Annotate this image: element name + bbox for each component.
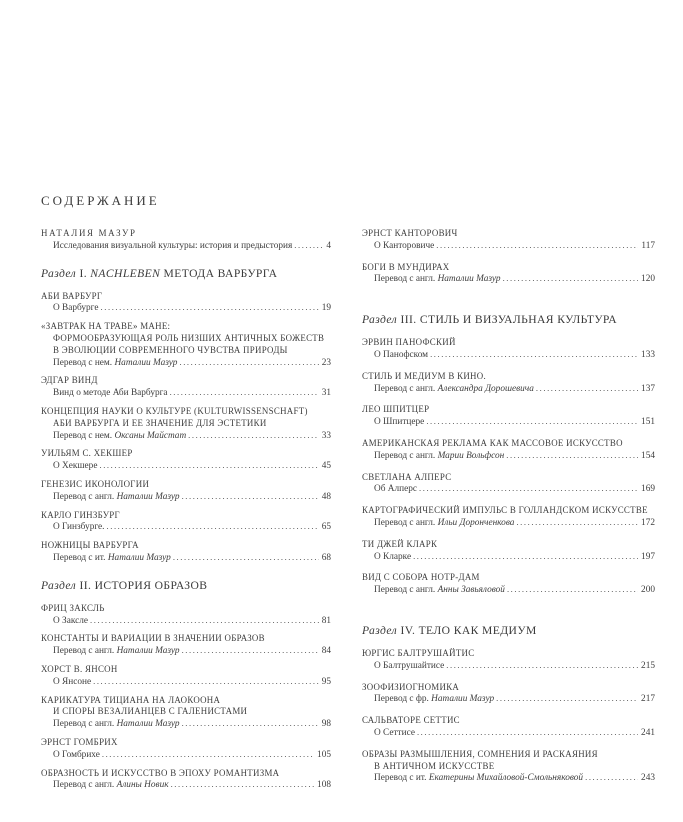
section-heading xyxy=(362,313,655,327)
entry-subtitle xyxy=(374,484,417,496)
toc-entry xyxy=(41,291,331,316)
toc-entry xyxy=(362,715,655,740)
translator-name: Наталии Мазур xyxy=(116,491,180,502)
entry-subtitle xyxy=(53,646,180,658)
entry-subtitle-row xyxy=(41,615,331,628)
entry-subtitle-row xyxy=(362,273,655,286)
page-number: 48 xyxy=(321,491,331,502)
entry-title-line: ЭРНСТ КАНТОРОВИЧ xyxy=(362,228,458,238)
entry-subtitle xyxy=(374,417,424,429)
toc-entry xyxy=(41,695,331,731)
dot-leader xyxy=(419,483,638,495)
page-number: 120 xyxy=(641,274,655,285)
page-number: 169 xyxy=(641,484,655,495)
translator-name: Наталии Мазур xyxy=(431,694,495,705)
page-number: 33 xyxy=(321,430,331,441)
page-number: 98 xyxy=(321,719,331,730)
translator-name: Александра Дорошевича xyxy=(437,383,534,394)
dot-leader xyxy=(90,615,319,627)
entry-title-line: СТИЛЬ И МЕДИУМ В КИНО. xyxy=(362,370,486,381)
entry-subtitle-row xyxy=(362,772,655,785)
dot-leader xyxy=(93,676,319,688)
entry-subtitle xyxy=(374,241,434,253)
section-label: Раздел xyxy=(41,578,77,592)
page-title: СОДЕРЖАНИЕ xyxy=(41,193,160,208)
dot-leader xyxy=(507,584,638,596)
entry-subtitle-text: О Заксле xyxy=(53,615,88,626)
entry-subtitle-text: Перевод с ит. xyxy=(53,552,108,563)
entry-title-line: ФОРМООБРАЗУЮЩАЯ РОЛЬ НИЗШИХ АНТИЧНЫХ БОЖЕСТВ xyxy=(53,332,325,343)
entry-subtitle-row xyxy=(41,749,331,762)
toc-entry xyxy=(362,371,655,396)
entry-subtitle-text: Перевод с англ. xyxy=(53,719,117,730)
entry-subtitle xyxy=(374,694,494,706)
toc-entry xyxy=(41,603,331,628)
translator-name: Марии Вольфсон xyxy=(437,450,505,461)
entry-subtitle xyxy=(53,431,186,443)
dot-leader xyxy=(102,749,314,761)
translator-name: Наталии Мазур xyxy=(116,646,180,657)
entry-subtitle-row xyxy=(362,551,655,564)
entry-subtitle xyxy=(374,274,501,286)
entry-subtitle xyxy=(374,661,444,673)
page-number: 215 xyxy=(641,660,655,671)
page-number: 68 xyxy=(321,552,331,563)
entry-title-line: УИЛЬЯМ С. ХЕКШЕР xyxy=(41,448,133,459)
toc-entry xyxy=(362,438,655,463)
entry-subtitle xyxy=(374,384,534,396)
entry-subtitle xyxy=(374,350,428,362)
entry-title-line: ТИ ДЖЕЙ КЛАРК xyxy=(362,538,438,549)
entry-title-line: ЗООФИЗИОГНОМИКА xyxy=(362,681,460,692)
entry-subtitle-row xyxy=(362,240,655,253)
entry-subtitle-row xyxy=(362,450,655,463)
entry-title-line: И СПОРЫ ВЕЗАЛИАНЦЕВ С ГАЛЕНИСТАМИ xyxy=(53,706,248,717)
page-number: 4 xyxy=(326,240,331,251)
entry-subtitle xyxy=(53,461,97,473)
entry-subtitle xyxy=(374,518,514,530)
dot-leader xyxy=(536,383,638,395)
translator-name: Наталии Мазур xyxy=(437,274,501,285)
dot-leader xyxy=(417,727,638,739)
translator-name: Алины Новик xyxy=(116,780,169,791)
entry-subtitle-text: Перевод с фр. xyxy=(374,694,432,705)
entry-subtitle-text: Перевод с англ. xyxy=(53,646,117,657)
entry-subtitle-row xyxy=(41,645,331,658)
translator-name: Наталии Мазур xyxy=(107,552,171,563)
entry-subtitle-row xyxy=(41,460,331,473)
section-heading xyxy=(41,267,331,281)
entry-subtitle-row xyxy=(362,660,655,673)
entry-title-line: КОНСТАНТЫ И ВАРИАЦИИ В ЗНАЧЕНИИ ОБРАЗОВ xyxy=(41,633,265,644)
entry-subtitle-row xyxy=(362,349,655,362)
entry-subtitle xyxy=(53,553,171,565)
dot-leader xyxy=(182,645,319,657)
page-number: 172 xyxy=(641,517,655,528)
entry-title-line: КОНЦЕПЦИЯ НАУКИ О КУЛЬТУРЕ (KULTURWISSENSCHAFT) xyxy=(41,405,308,416)
dot-leader xyxy=(171,779,314,791)
entry-subtitle-row xyxy=(41,240,331,253)
entry-subtitle-row xyxy=(41,302,331,315)
toc-entry xyxy=(41,406,331,442)
toc-entry xyxy=(362,682,655,707)
entry-title-line: АБИ ВАРБУРГА И ЕЕ ЗНАЧЕНИЕ ДЛЯ ЭСТЕТИКИ xyxy=(53,417,267,428)
entry-subtitle xyxy=(53,358,177,370)
entry-title-line: АБИ ВАРБУРГ xyxy=(41,290,103,301)
entry-subtitle-row xyxy=(41,552,331,565)
translator-name: Наталии Мазур xyxy=(114,357,178,368)
page-number: 137 xyxy=(641,383,655,394)
entry-subtitle-text: О Хекшере xyxy=(53,461,98,472)
section-label: Раздел xyxy=(362,623,398,637)
dot-leader xyxy=(107,521,319,533)
section-heading xyxy=(362,624,655,638)
translator-name: Екатерины Михайловой-Смольняковой xyxy=(428,773,584,784)
entry-title-line: ХОРСТ В. ЯНСОН xyxy=(41,663,118,674)
toc-entry xyxy=(41,768,331,793)
section-title: СТИЛЬ И ВИЗУАЛЬНАЯ КУЛЬТУРА xyxy=(419,313,618,327)
entry-subtitle-text: Винд о методе Аби Варбурга xyxy=(53,388,168,399)
entry-subtitle xyxy=(53,780,169,792)
entry-title-line: НАТАЛИЯ МАЗУР xyxy=(41,228,137,238)
toc-entry xyxy=(41,664,331,689)
toc-entry xyxy=(362,404,655,429)
entry-subtitle-text: О Кларке xyxy=(374,551,412,562)
entry-subtitle-row xyxy=(41,491,331,504)
toc-entry xyxy=(362,262,655,287)
dot-leader xyxy=(516,517,638,529)
entry-subtitle-text: Перевод с нем. xyxy=(53,430,115,441)
section-label: Раздел xyxy=(41,266,77,280)
toc-column-left xyxy=(41,228,331,798)
entry-subtitle-row xyxy=(41,718,331,731)
entry-title-line: В АНТИЧНОМ ИСКУССТВЕ xyxy=(374,760,495,771)
entry-subtitle-row xyxy=(362,483,655,496)
entry-subtitle-text: Перевод с нем. xyxy=(53,357,115,368)
toc-entry xyxy=(41,448,331,473)
entry-title-line: СВЕТЛАНА АЛПЕРС xyxy=(362,471,452,482)
entry-subtitle-text: О Сеттисе xyxy=(374,727,415,738)
entry-subtitle-text: Об Алперс xyxy=(374,484,417,495)
toc-entry xyxy=(362,472,655,497)
page-number: 151 xyxy=(641,417,655,428)
dot-leader xyxy=(506,450,638,462)
entry-subtitle-row xyxy=(362,584,655,597)
dot-leader xyxy=(101,302,319,314)
dot-leader xyxy=(413,551,638,563)
translator-name: Оксаны Майстат xyxy=(114,430,187,441)
entry-subtitle xyxy=(374,552,411,564)
toc-entry xyxy=(362,648,655,673)
entry-title-line: ЛЕО ШПИТЦЕР xyxy=(362,404,430,415)
entry-subtitle-row xyxy=(362,727,655,740)
dot-leader xyxy=(430,349,638,361)
page-number: 31 xyxy=(321,388,331,399)
entry-subtitle-row xyxy=(362,693,655,706)
entry-subtitle-text: О Балтрушайтисе xyxy=(374,660,445,671)
entry-title-line: ГЕНЕЗИС ИКОНОЛОГИИ xyxy=(41,478,150,489)
entry-subtitle xyxy=(53,522,105,534)
section-number: IV. xyxy=(397,623,419,637)
entry-subtitle xyxy=(374,728,415,740)
entry-subtitle xyxy=(53,750,100,762)
toc-entry xyxy=(362,572,655,597)
dot-leader xyxy=(446,660,638,672)
entry-title-line: ЭРНСТ ГОМБРИХ xyxy=(41,736,118,747)
page-number: 243 xyxy=(641,773,655,784)
entry-subtitle-row xyxy=(362,517,655,530)
dot-leader xyxy=(182,491,319,503)
entry-subtitle-text: Перевод с ит. xyxy=(374,773,429,784)
dot-leader xyxy=(426,416,638,428)
entry-subtitle-row xyxy=(41,387,331,400)
toc-entry xyxy=(41,228,331,253)
toc-entry xyxy=(362,539,655,564)
page-number: 65 xyxy=(321,522,331,533)
entry-title-line: НОЖНИЦЫ ВАРБУРГА xyxy=(41,540,139,551)
toc-entry xyxy=(41,510,331,535)
entry-subtitle-row xyxy=(41,676,331,689)
entry-subtitle-row xyxy=(362,416,655,429)
entry-title-line: САЛЬВАТОРЕ СЕТТИС xyxy=(362,715,460,726)
entry-subtitle-text: Перевод с англ. xyxy=(374,274,438,285)
section-title: ИСТОРИЯ ОБРАЗОВ xyxy=(94,578,208,592)
entry-title-line: ОБРАЗЫ РАЗМЫШЛЕНИЯ, СОМНЕНИЯ И РАСКАЯНИЯ xyxy=(362,748,598,759)
page-number: 133 xyxy=(641,349,655,360)
entry-subtitle-text: О Гомбрихе xyxy=(53,749,100,760)
dot-leader xyxy=(585,772,638,784)
toc-entry xyxy=(41,633,331,658)
entry-subtitle-text: Исследования визуальной культуры: история и предыстория xyxy=(53,240,293,251)
section-title: МЕТОДА ВАРБУРГА xyxy=(163,266,278,280)
entry-title-line: ЭДГАР ВИНД xyxy=(41,375,98,386)
toc-columns xyxy=(41,228,655,798)
entry-title-line: «ЗАВТРАК НА ТРАВЕ» МАНЕ: xyxy=(41,321,171,332)
entry-subtitle-text: О Гинзбурге. xyxy=(53,522,105,533)
entry-title-line: ВИД С СОБОРА НОТР-ДАМ xyxy=(362,572,480,583)
dot-leader xyxy=(496,693,638,705)
dot-leader xyxy=(294,240,323,252)
page-number: 23 xyxy=(321,357,331,368)
entry-subtitle-text: О Канторовиче xyxy=(374,240,435,251)
translator-name: Наталии Мазур xyxy=(116,719,180,730)
entry-title-line: КАРЛО ГИНЗБУРГ xyxy=(41,509,120,520)
dot-leader xyxy=(182,718,319,730)
entry-subtitle xyxy=(53,492,180,504)
section-number: I. xyxy=(76,266,91,280)
section-heading xyxy=(41,579,331,593)
entry-subtitle xyxy=(53,241,292,253)
dot-leader xyxy=(99,460,318,472)
entry-subtitle-text: О Шпитцере xyxy=(374,417,425,428)
entry-subtitle-row xyxy=(41,779,331,792)
toc-entry xyxy=(362,749,655,785)
page-number: 105 xyxy=(317,749,331,760)
toc-column-right xyxy=(362,228,655,798)
entry-subtitle-row xyxy=(41,357,331,370)
entry-subtitle xyxy=(53,677,91,689)
page-number: 45 xyxy=(321,461,331,472)
section-number: II. xyxy=(76,578,95,592)
page-number: 241 xyxy=(641,727,655,738)
entry-subtitle xyxy=(53,719,180,731)
entry-title-line: ФРИЦ ЗАКСЛЬ xyxy=(41,602,105,613)
translator-name: Ильи Доронченкова xyxy=(437,517,515,528)
entry-subtitle xyxy=(53,616,88,628)
toc-entry xyxy=(41,321,331,369)
entry-subtitle-row xyxy=(41,430,331,443)
entry-title-line: В ЭВОЛЮЦИИ СОВРЕМЕННОГО ЧУВСТВА ПРИРОДЫ xyxy=(53,344,288,355)
dot-leader xyxy=(503,273,638,285)
entry-subtitle-row xyxy=(362,383,655,396)
entry-subtitle-row xyxy=(41,521,331,534)
dot-leader xyxy=(188,430,319,442)
toc-entry xyxy=(41,479,331,504)
entry-subtitle-text: О Панофском xyxy=(374,349,429,360)
toc-entry xyxy=(41,540,331,565)
entry-subtitle xyxy=(374,585,505,597)
entry-title-line: ЮРГИС БАЛТРУШАЙТИС xyxy=(362,647,475,658)
page-number: 84 xyxy=(321,646,331,657)
page-number: 81 xyxy=(321,615,331,626)
entry-subtitle-text: Перевод с англ. xyxy=(374,517,438,528)
page-number: 217 xyxy=(641,694,655,705)
section-number: III. xyxy=(397,313,420,327)
dot-leader xyxy=(173,552,319,564)
toc-entry xyxy=(41,375,331,400)
entry-title-line: КАРИКАТУРА ТИЦИАНА НА ЛАОКООНА xyxy=(41,694,221,705)
dot-leader xyxy=(170,387,319,399)
toc-entry xyxy=(362,228,655,253)
page-number: 95 xyxy=(321,676,331,687)
toc-entry xyxy=(41,737,331,762)
entry-subtitle-text: О Варбурге xyxy=(53,303,99,314)
page-number: 19 xyxy=(321,303,331,314)
entry-subtitle-text: Перевод с англ. xyxy=(374,450,438,461)
entry-subtitle xyxy=(53,303,99,315)
page-number: 154 xyxy=(641,450,655,461)
toc-entry xyxy=(362,337,655,362)
section-label: Раздел xyxy=(362,313,398,327)
entry-subtitle xyxy=(374,451,504,463)
entry-title-line: АМЕРИКАНСКАЯ РЕКЛАМА КАК МАССОВОЕ ИСКУССТВО xyxy=(362,437,623,448)
entry-title-line: БОГИ В МУНДИРАХ xyxy=(362,261,450,272)
entry-subtitle-text: Перевод с англ. xyxy=(374,585,438,596)
dot-leader xyxy=(179,357,318,369)
entry-title-line: КАРТОГРАФИЧЕСКИЙ ИМПУЛЬС В ГОЛЛАНДСКОМ ИСКУССТВЕ xyxy=(362,505,648,516)
entry-subtitle-text: Перевод с англ. xyxy=(374,383,438,394)
section-title: ТЕЛО КАК МЕДИУМ xyxy=(418,623,537,637)
entry-subtitle xyxy=(53,388,168,400)
page-number: 197 xyxy=(641,551,655,562)
page-number: 117 xyxy=(641,240,655,251)
entry-subtitle-text: Перевод с англ. xyxy=(53,780,117,791)
entry-subtitle xyxy=(374,773,583,785)
section-title-emphasis: NACHLEBEN xyxy=(90,266,164,280)
entry-title-line: ОБРАЗНОСТЬ И ИСКУССТВО В ЭПОХУ РОМАНТИЗМА xyxy=(41,767,280,778)
translator-name: Анны Завьяловой xyxy=(437,585,505,596)
dot-leader xyxy=(436,240,638,252)
page-number: 108 xyxy=(317,780,331,791)
page-number: 200 xyxy=(641,585,655,596)
entry-subtitle-text: Перевод с англ. xyxy=(53,491,117,502)
toc-entry xyxy=(362,505,655,530)
entry-title-line: ЭРВИН ПАНОФСКИЙ xyxy=(362,337,456,348)
entry-subtitle-text: О Янсоне xyxy=(53,676,92,687)
